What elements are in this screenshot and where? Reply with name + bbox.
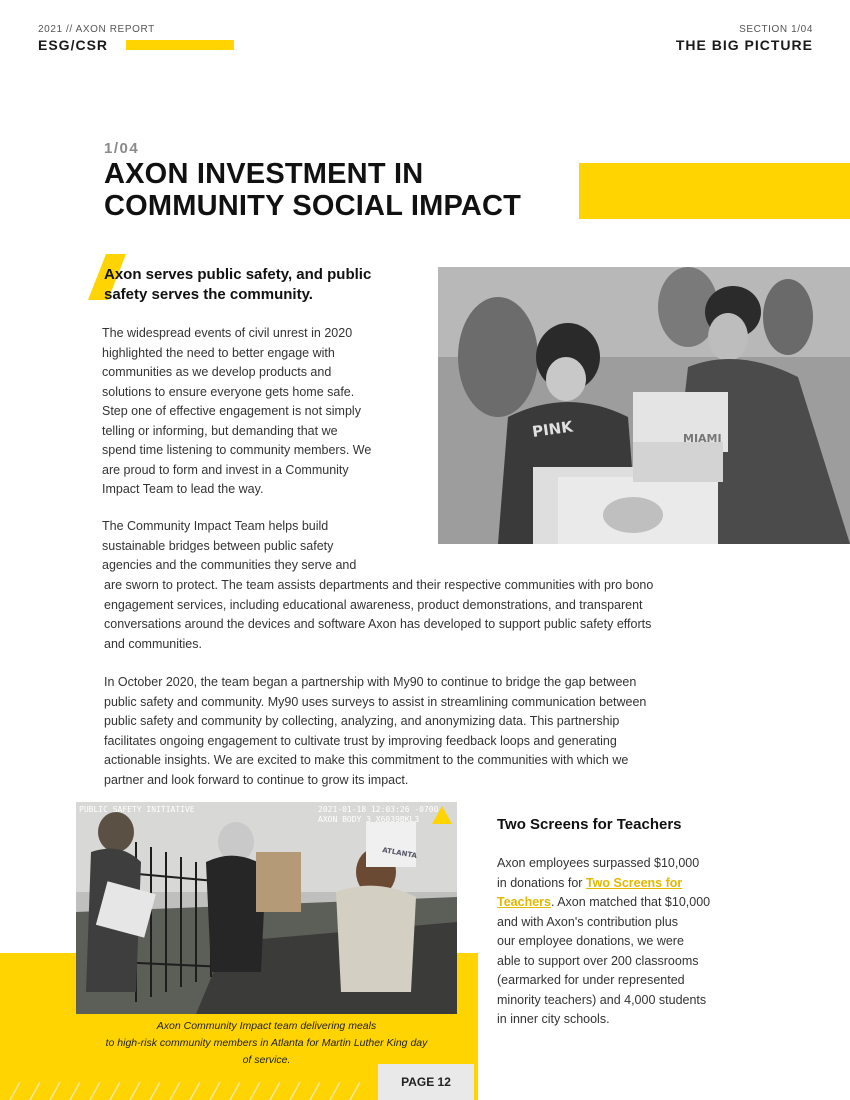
photo-sign-text: MIAMI xyxy=(683,432,722,445)
sidebar-heading: Two Screens for Teachers xyxy=(497,816,682,833)
p2-line-5: engagement services, including educational awareness, product demonstrations, and transparent xyxy=(104,597,643,612)
photo-scene-illustration xyxy=(438,267,850,544)
p1-line-4: solutions to ensure everyone gets home safe. xyxy=(102,384,355,399)
p1-line-2: highlighted the need to better engage with xyxy=(102,345,335,360)
p1-line-3: communities as we develop products and xyxy=(102,365,332,379)
sidebar-line-8: minority teachers) and 4,000 students xyxy=(497,992,707,1007)
sidebar-line-4: and with Axon's contribution plus xyxy=(497,914,678,929)
caption-line-3: of service. xyxy=(242,1054,291,1066)
section-number: 1/04 xyxy=(104,140,140,157)
p2-line-6: conversations around the devices and software Axon has developed to support public safety efforts xyxy=(104,617,652,631)
report-label: 2021 // AXON REPORT xyxy=(38,24,155,35)
paragraph-2-narrow xyxy=(102,517,422,576)
p2-line-1: The Community Impact Team helps build xyxy=(102,519,329,533)
caption-line-2: to high-risk community members in Atlanta for Martin Luther King day xyxy=(105,1037,428,1049)
p3-line-2: public safety and community. My90 uses surveys to assist in streamlining communication between xyxy=(104,694,647,709)
community-photo xyxy=(438,267,850,544)
sidebar-text xyxy=(497,854,797,1030)
title-line-2: COMMUNITY SOCIAL IMPACT xyxy=(104,190,522,222)
sidebar-line-3-text: . Axon matched that $10,000 xyxy=(550,895,711,909)
p1-line-8: are proud to form and invest in a Community xyxy=(102,462,349,477)
bodycam-overlay-device: AXON BODY 3 X6039BKL3 xyxy=(318,815,420,824)
paragraph-3 xyxy=(104,673,754,790)
p3-line-5: actionable insights. We are excited to make this commitment to the communities with which we xyxy=(104,753,629,767)
bodycam-scene-illustration xyxy=(76,802,457,1014)
paragraph-2-wide xyxy=(104,576,754,654)
sidebar-line-3 xyxy=(497,893,797,913)
sidebar-line-2 xyxy=(497,874,797,894)
header-accent-bar xyxy=(126,40,234,50)
page-number: PAGE 12 xyxy=(378,1064,474,1100)
p2-line-7: and communities. xyxy=(104,636,202,651)
title-accent-bar xyxy=(579,163,850,219)
page-title xyxy=(104,158,574,222)
section-name: THE BIG PICTURE xyxy=(675,37,813,53)
sidebar-line-7: (earmarked for under represented xyxy=(497,973,685,987)
p2-line-2: sustainable bridges between public safety xyxy=(102,538,334,553)
p1-line-7: spend time listening to community members. We xyxy=(102,443,372,457)
sidebar-line-6: able to support over 200 classrooms xyxy=(497,953,699,968)
section-label: SECTION 1/04 xyxy=(739,24,813,35)
sidebar-line-5: our employee donations, we were xyxy=(497,934,684,948)
two-screens-link-part-2[interactable]: Teachers xyxy=(497,895,551,909)
sidebar-line-1: Axon employees surpassed $10,000 xyxy=(497,856,700,870)
bodycam-photo xyxy=(76,802,457,1014)
photo-shirt-text: PINK xyxy=(531,417,574,441)
caption-line-1: Axon Community Impact team delivering meals xyxy=(156,1020,377,1032)
two-screens-link-part-1[interactable]: Two Screens for xyxy=(585,875,683,890)
paragraph-1 xyxy=(102,324,422,500)
intro-lead xyxy=(104,265,434,305)
p1-line-6: telling or informing, but demanding that we xyxy=(102,423,338,438)
title-line-1: AXON INVESTMENT IN xyxy=(104,158,424,190)
lead-line-2: safety serves the community. xyxy=(104,286,313,303)
bodycam-overlay-left: PUBLIC SAFETY INITIATIVE xyxy=(79,805,195,814)
hatch-pattern xyxy=(0,1082,380,1100)
p3-line-4: facilitates ongoing engagement to cultivate trust by improving feedback loops and generating xyxy=(104,733,617,748)
p3-line-6: partner and look forward to continue to grow its impact. xyxy=(104,772,409,787)
sidebar-line-2-text: in donations for xyxy=(497,875,586,890)
photo-caption xyxy=(76,1018,457,1069)
p1-line-9: Impact Team to lead the way. xyxy=(102,482,264,496)
p3-line-1: In October 2020, the team began a partnership with My90 to continue to bridge the gap between xyxy=(104,675,637,689)
report-category: ESG/CSR xyxy=(38,37,109,53)
bodycam-overlay-time: 2021-01-18 12:03:26 -0700 xyxy=(318,805,439,814)
p2-line-4: are sworn to protect. The team assists departments and their respective communities with pro bono xyxy=(104,578,654,592)
p3-line-3: public safety and community by collecting, analyzing, and anonymizing data. This partnership xyxy=(104,714,620,728)
bodycam-box-text: ATLANTA xyxy=(381,846,418,861)
lead-line-1: Axon serves public safety, and public xyxy=(104,266,372,283)
p1-line-5: Step one of effective engagement is not simply xyxy=(102,404,361,418)
p1-line-1: The widespread events of civil unrest in 2020 xyxy=(102,326,353,340)
sidebar-line-9: in inner city schools. xyxy=(497,1012,610,1026)
p2-line-3: agencies and the communities they serve and xyxy=(102,558,357,572)
